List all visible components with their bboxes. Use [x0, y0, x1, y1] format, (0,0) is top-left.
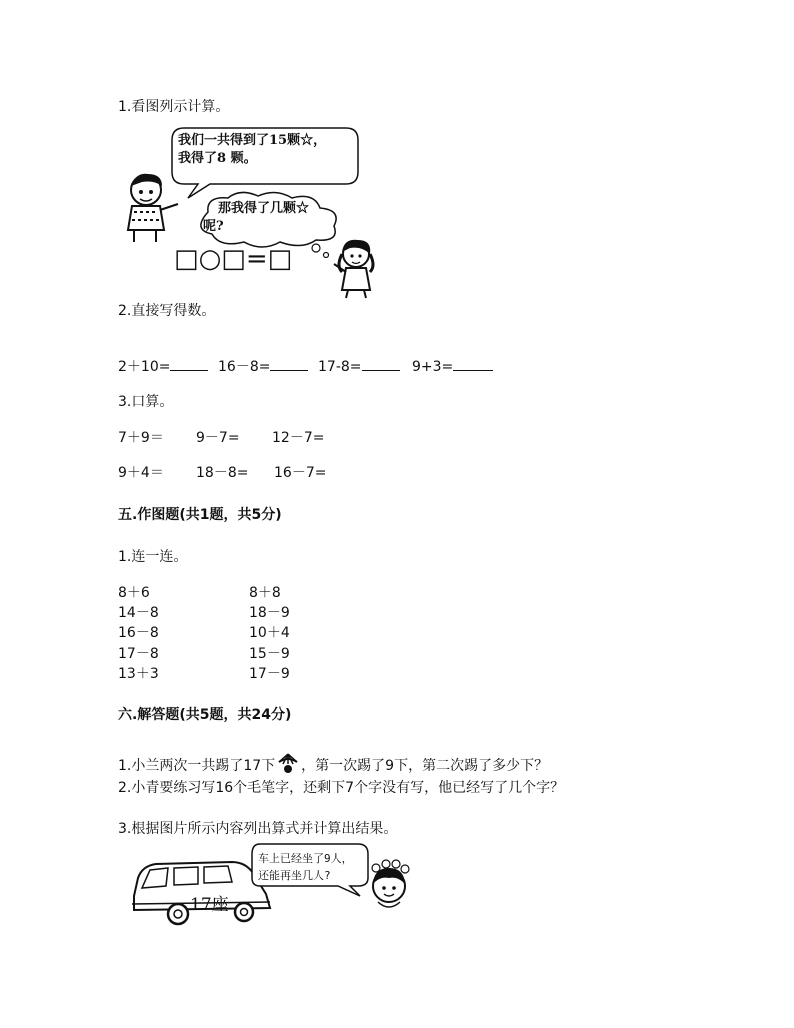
section-6-title: 六.解答题(共5题，共24分) [118, 707, 292, 723]
girl-with-flowers-illustration [364, 860, 414, 914]
bubble-2-line-2: 呢? [203, 219, 224, 234]
q3-title: 3.口算。 [118, 394, 174, 410]
q3-row1-item-2: 9－7= [196, 430, 240, 446]
girl-illustration [330, 236, 386, 298]
match-left-2[interactable]: 14－8 [118, 605, 159, 621]
operator-circle[interactable]: ○ [198, 244, 222, 274]
answer-blank-2[interactable] [270, 356, 308, 371]
bubble-1-line-1: 我们一共得到了15颗☆， [178, 133, 327, 148]
match-left-4[interactable]: 17－8 [118, 646, 159, 662]
equation-template [174, 244, 292, 274]
q2-title: 2.直接写得数。 [118, 303, 216, 319]
q3-row2-item-2: 18－8= [196, 465, 249, 481]
bus-seat-label: 17座 [190, 895, 229, 915]
answer-box-2[interactable]: □ [221, 244, 246, 274]
q2-item-3: 17-8= [318, 356, 400, 375]
match-left-3[interactable]: 16－8 [118, 625, 159, 641]
sec6-q2: 2.小青要练习写16个毛笔字，还剩下7个字没有写，他已经写了几个字？ [118, 780, 565, 796]
shuttlecock-icon [275, 752, 301, 774]
equals-sign: = [245, 244, 268, 274]
bubble-3-line-1: 车上已经坐了9人， [258, 852, 353, 865]
q3-row1-item-1: 7＋9＝ [118, 430, 164, 446]
answer-blank-3[interactable] [362, 356, 400, 371]
section-5-title: 五.作图题(共1题，共5分) [118, 507, 282, 523]
q1-title: 1.看图列示计算。 [118, 99, 230, 115]
bubble-2-line-1: 那我得了几颗☆ [218, 201, 310, 216]
match-right-3[interactable]: 10＋4 [249, 625, 290, 641]
q2-item-1: 2＋10= [118, 356, 208, 376]
match-right-1[interactable]: 8＋8 [249, 585, 281, 601]
sec6-q3-title: 3.根据图片所示内容列出算式并计算出结果。 [118, 821, 398, 837]
q3-row2-item-1: 9＋4＝ [118, 465, 164, 481]
bubble-3-line-2: 还能再坐几人? [258, 869, 331, 882]
match-right-5[interactable]: 17－9 [249, 666, 290, 682]
answer-blank-1[interactable] [170, 356, 208, 371]
match-left-5[interactable]: 13＋3 [118, 666, 159, 682]
sec5-q1-title: 1.连一连。 [118, 549, 188, 565]
match-left-1[interactable]: 8＋6 [118, 585, 150, 601]
sec6-q1 [118, 752, 548, 775]
sec6-q1-text-pre: 1.小兰两次一共踢了17下 [118, 758, 276, 774]
bubble-1-line-2: 我得了8 颗。 [178, 151, 257, 166]
q3-row2-item-3: 16－7= [274, 465, 327, 481]
match-right-2[interactable]: 18－9 [249, 605, 290, 621]
answer-blank-4[interactable] [453, 356, 493, 371]
q3-row1-item-3: 12－7= [272, 430, 325, 446]
q2-item-4: 9+3= [412, 356, 493, 375]
match-right-4[interactable]: 15－9 [249, 646, 290, 662]
answer-box-1[interactable]: □ [174, 244, 199, 274]
q2-item-2: 16－8= [218, 356, 308, 376]
answer-box-3[interactable]: □ [267, 244, 293, 274]
sec6-q1-text-post: ，第一次踢了9下，第二次踢了多少下？ [301, 758, 549, 774]
